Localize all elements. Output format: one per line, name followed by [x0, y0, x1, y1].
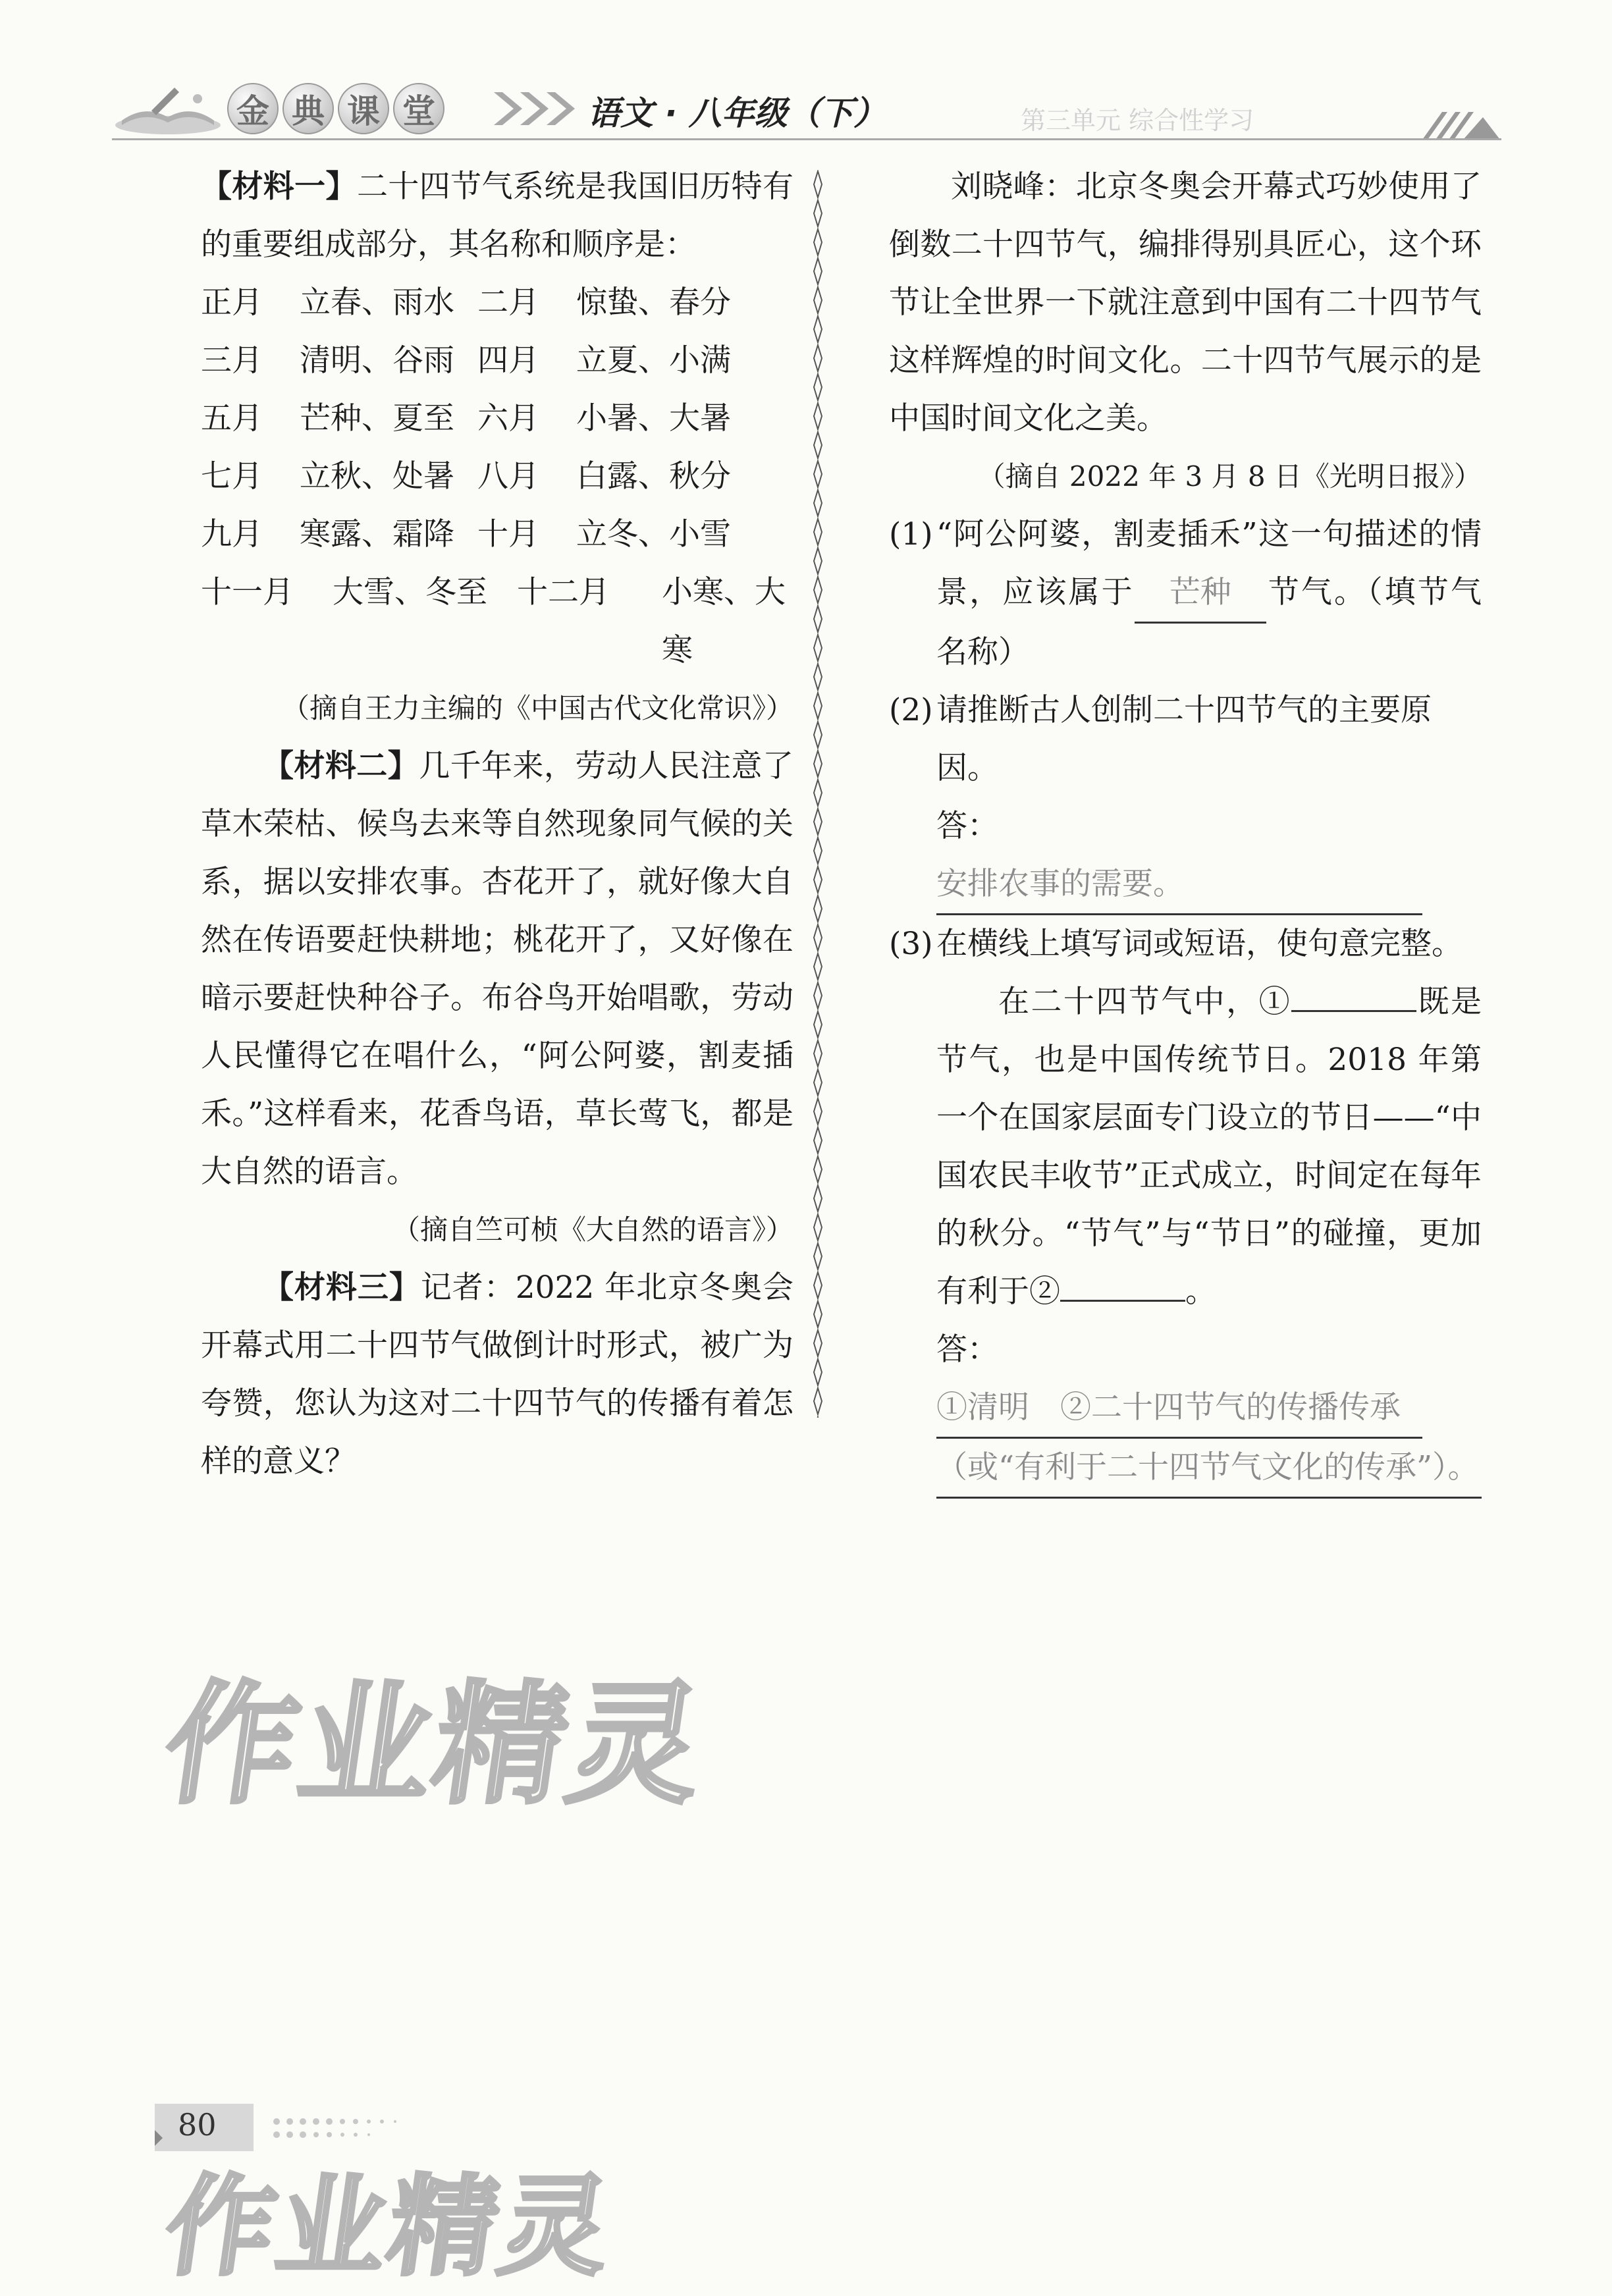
answer-label: 答：: [936, 808, 998, 844]
material-two: [201, 737, 793, 1201]
solar-terms-row: [201, 506, 793, 564]
left-column: [201, 158, 793, 1491]
faded-unit-title: 第三单元 综合性学习: [1021, 106, 1254, 135]
question-number: (2): [889, 692, 933, 728]
question-3: [889, 915, 1482, 973]
material-three-text: 记者：2022 年北京冬奥会开幕式用二十四节气做倒计时形式，被广为夸赞，您认为这对二十四节气的传播有着怎样的意义？: [201, 1269, 794, 1480]
terms-cell: 惊蛰、春分: [576, 284, 731, 321]
terms-cell: 立秋、处暑: [300, 458, 454, 494]
month-cell: 十月: [477, 516, 539, 552]
brand-char: 金: [227, 83, 279, 134]
brand-char: 堂: [393, 83, 444, 134]
question-2-answer-text: 安排农事的需要。: [936, 855, 1422, 915]
brand-char: 典: [282, 83, 334, 134]
month-cell: 五月: [201, 400, 263, 437]
column-divider: [813, 170, 823, 1418]
terms-cell: 立夏、小满: [576, 342, 731, 379]
material-one: [201, 158, 793, 274]
solar-terms-row: [201, 448, 793, 506]
question-2-answer: [936, 797, 1482, 915]
solar-terms-row: [201, 274, 793, 332]
interview-source: （摘自 2022 年 3 月 8 日《光明日报》）: [977, 460, 1482, 493]
page-header: [112, 78, 1501, 144]
interview-answer: 刘晓峰：北京冬奥会开幕式巧妙使用了倒数二十四节气，编排得别具匠心，这个环节让全世界一下就注意到中国有二十四节气这样辉煌的时间文化。二十四节气展示的是中国时间文化之美。: [889, 169, 1482, 437]
material-three-label: 【材料三】: [263, 1269, 421, 1306]
month-cell: 六月: [477, 400, 539, 437]
material-two-source: （摘自竺可桢《大自然的语言》）: [392, 1214, 793, 1246]
question-2: [889, 681, 1482, 797]
question-3-answer: [936, 1321, 1482, 1499]
material-one-label: 【材料一】: [201, 169, 357, 205]
answer-label: 答：: [936, 1331, 998, 1368]
material-three: [201, 1259, 793, 1491]
terms-cell: 清明、谷雨: [300, 342, 454, 379]
solar-terms-row: [201, 390, 793, 448]
material-two-text: 几千年来，劳动人民注意了草木荣枯、候鸟去来等自然现象同气候的关系，据以安排农事。杏花开了，就好像大自然在传语要赶快耕地；桃花开了，又好像在暗示要赶快种谷子。布谷鸟开始唱歌，劳动人民懂得它在唱什么，“阿公阿婆，割麦插禾。”这样看来，花香鸟语，草长莺飞，都是大自然的语言。: [201, 748, 793, 1190]
terms-cell: 大雪、冬至: [333, 574, 487, 610]
question-3-answer-line-1: ①清明 ②二十四节气的传播传承: [936, 1379, 1422, 1439]
blank-2: [1060, 1300, 1185, 1302]
material-one-source: （摘自王力主编的《中国古代文化常识》）: [281, 692, 793, 724]
terms-cell: 寒露、霜降: [300, 516, 454, 552]
question-1-before: “阿公阿婆，割麦插禾”这一句描述的情景，应该属于: [936, 516, 1482, 610]
month-cell: 八月: [477, 458, 539, 494]
question-3-part-b: 既是节气，也是中国传统节日。2018 年第一个在国家层面专门设立的节日——“中国农民丰收节”正式成立，时间定在每年的秋分。“节气”与“节日”的碰撞，更加有利于②: [936, 984, 1482, 1310]
chevron-right-icon: [491, 87, 579, 130]
book-logo-icon: [112, 84, 224, 137]
header-rule: [112, 138, 1501, 140]
material-one-text: 二十四节气系统是我国旧历特有的重要组成部分，其名称和顺序是：: [201, 169, 794, 263]
terms-cell: 立冬、小雪: [576, 516, 731, 552]
watermark: 作业精灵: [157, 2164, 621, 2290]
brand-char: 课: [338, 83, 389, 134]
month-cell: 三月: [201, 342, 263, 379]
corner-stripes-icon: [1422, 112, 1501, 140]
terms-cell: 芒种、夏至: [300, 400, 454, 437]
right-column: [889, 158, 1482, 1499]
material-two-label: 【材料二】: [263, 748, 419, 784]
terms-cell: 小暑、大暑: [576, 400, 731, 437]
page-number: 80: [178, 2107, 217, 2143]
solar-terms-row: [201, 564, 793, 680]
question-3-answer-line-2: （或“有利于二十四节气文化的传承”）。: [936, 1439, 1482, 1499]
question-1-answer-blank: 芒种: [1135, 564, 1266, 624]
question-1-text: [936, 506, 1482, 681]
question-3-part-c: 。: [1185, 1273, 1216, 1310]
question-3-part-a: 在二十四节气中，①: [998, 984, 1292, 1020]
question-1: [889, 506, 1482, 681]
solar-terms-row: [201, 332, 793, 390]
question-1-after: 节气。（填节气名称）: [936, 574, 1482, 670]
terms-cell: 白露、秋分: [576, 458, 731, 494]
question-3-text: 在横线上填写词或短语，使句意完整。: [936, 926, 1463, 962]
month-cell: 七月: [201, 458, 263, 494]
subject-title: 语文 · 八年级（下）: [587, 94, 886, 132]
watermark: 作业精灵: [155, 1669, 714, 1822]
question-number: (3): [889, 926, 933, 962]
month-cell: 二月: [477, 284, 539, 321]
month-cell: 十二月: [517, 574, 610, 610]
question-number: (1): [889, 516, 933, 552]
question-2-text: 请推断古人创制二十四节气的主要原因。: [936, 692, 1432, 786]
month-cell: 九月: [201, 516, 263, 552]
question-3-paragraph: [936, 973, 1482, 1321]
terms-cell: 小寒、大寒: [662, 574, 786, 668]
terms-cell: 立春、雨水: [300, 284, 454, 321]
month-cell: 正月: [201, 284, 263, 321]
month-cell: 十一月: [201, 574, 294, 610]
blank-1: [1291, 1010, 1416, 1012]
month-cell: 四月: [477, 342, 539, 379]
brand-title: [227, 83, 444, 134]
